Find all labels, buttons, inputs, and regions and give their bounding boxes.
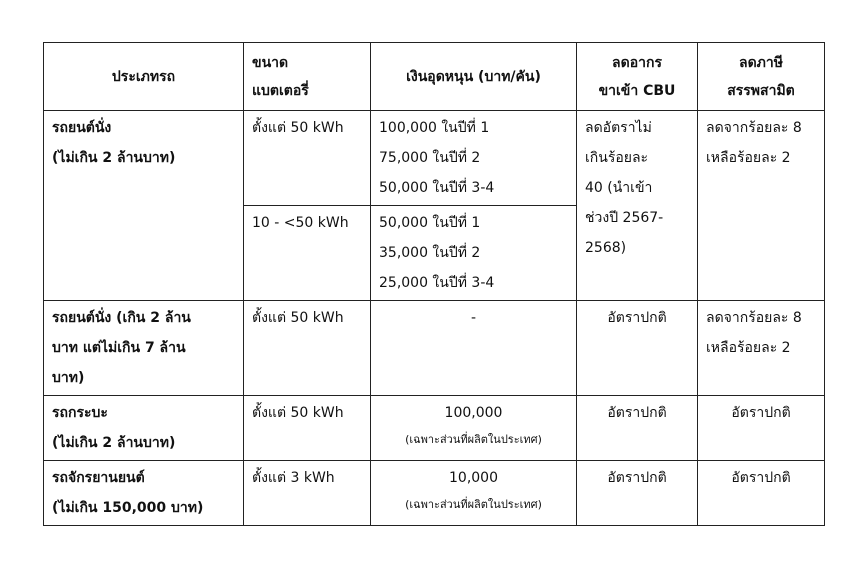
vehicle-type-line: รถยนต์นั่ง [52,120,112,136]
subsidy-cell [371,461,577,526]
header-excise-line1: ลดภาษี [739,54,783,71]
excise-cell [698,111,825,301]
excise-cell: อัตราปกติ [698,396,825,461]
table-row [44,111,825,206]
subsidy-line: 100,000 ในปีที่ 1 [379,120,490,136]
battery-size-cell: ตั้งแต่ 50 kWh [244,396,371,461]
vehicle-type-cell [44,301,244,396]
vehicle-type-line: รถยนต์นั่ง (เกิน 2 ล้าน [52,310,191,326]
header-row [44,43,825,111]
header-battery-line2: แบตเตอรี่ [252,82,309,99]
import-duty-cell: อัตราปกติ [577,396,698,461]
import-duty-line: เกินร้อยละ [585,150,649,166]
import-duty-line: ช่วงปี 2567- [585,210,664,226]
subsidy-note: (เฉพาะส่วนที่ผลิตในประเทศ) [405,433,542,446]
subsidy-cell: - [371,301,577,396]
vehicle-type-line: (ไม่เกิน 2 ล้านบาท) [52,435,176,451]
excise-line: เหลือร้อยละ 2 [706,150,791,166]
import-duty-cell [577,111,698,301]
excise-line: ลดจากร้อยละ 8 [706,120,802,136]
vehicle-type-line: (ไม่เกิน 2 ล้านบาท) [52,150,176,166]
vehicle-type-line: รถกระบะ [52,405,108,421]
battery-size-cell: ตั้งแต่ 3 kWh [244,461,371,526]
battery-size-cell: 10 - <50 kWh [244,206,371,301]
vehicle-type-cell [44,111,244,301]
subsidy-cell [371,396,577,461]
battery-size-cell: ตั้งแต่ 50 kWh [244,111,371,206]
header-import-line1: ลดอากร [612,54,662,71]
subsidy-cell [371,206,577,301]
subsidy-line: 50,000 ในปีที่ 3-4 [379,180,495,196]
excise-line: ลดจากร้อยละ 8 [706,310,802,326]
header-excise-tax [698,43,825,111]
ev-incentive-table [43,42,825,526]
vehicle-type-line: บาท) [52,370,85,386]
header-import-line2: ขาเข้า CBU [598,82,676,99]
import-duty-cell: อัตราปกติ [577,461,698,526]
subsidy-line: 25,000 ในปีที่ 3-4 [379,275,495,291]
subsidy-line: 75,000 ในปีที่ 2 [379,150,481,166]
import-duty-cell: อัตราปกติ [577,301,698,396]
header-battery-size [244,43,371,111]
header-battery-line1: ขนาด [252,54,289,71]
import-duty-line: 2568) [585,240,627,256]
header-excise-line2: สรรพสามิต [727,82,795,99]
excise-cell [698,301,825,396]
vehicle-type-cell [44,461,244,526]
table-row [44,301,825,396]
header-import-duty [577,43,698,111]
subsidy-amount: 100,000 [444,405,503,421]
header-subsidy: เงินอุดหนุน (บาท/คัน) [371,43,577,111]
battery-size-cell: ตั้งแต่ 50 kWh [244,301,371,396]
excise-cell: อัตราปกติ [698,461,825,526]
table-row [44,396,825,461]
subsidy-amount: 10,000 [449,470,498,486]
header-vehicle-type: ประเภทรถ [44,43,244,111]
vehicle-type-line: (ไม่เกิน 150,000 บาท) [52,500,204,516]
vehicle-type-cell [44,396,244,461]
subsidy-cell [371,111,577,206]
import-duty-line: 40 (นำเข้า [585,180,653,196]
subsidy-line: 50,000 ในปีที่ 1 [379,215,481,231]
subsidy-note: (เฉพาะส่วนที่ผลิตในประเทศ) [405,498,542,511]
vehicle-type-line: รถจักรยานยนต์ [52,470,145,486]
vehicle-type-line: บาท แต่ไม่เกิน 7 ล้าน [52,340,186,356]
subsidy-line: 35,000 ในปีที่ 2 [379,245,481,261]
table-row [44,461,825,526]
excise-line: เหลือร้อยละ 2 [706,340,791,356]
import-duty-line: ลดอัตราไม่ [585,120,652,136]
